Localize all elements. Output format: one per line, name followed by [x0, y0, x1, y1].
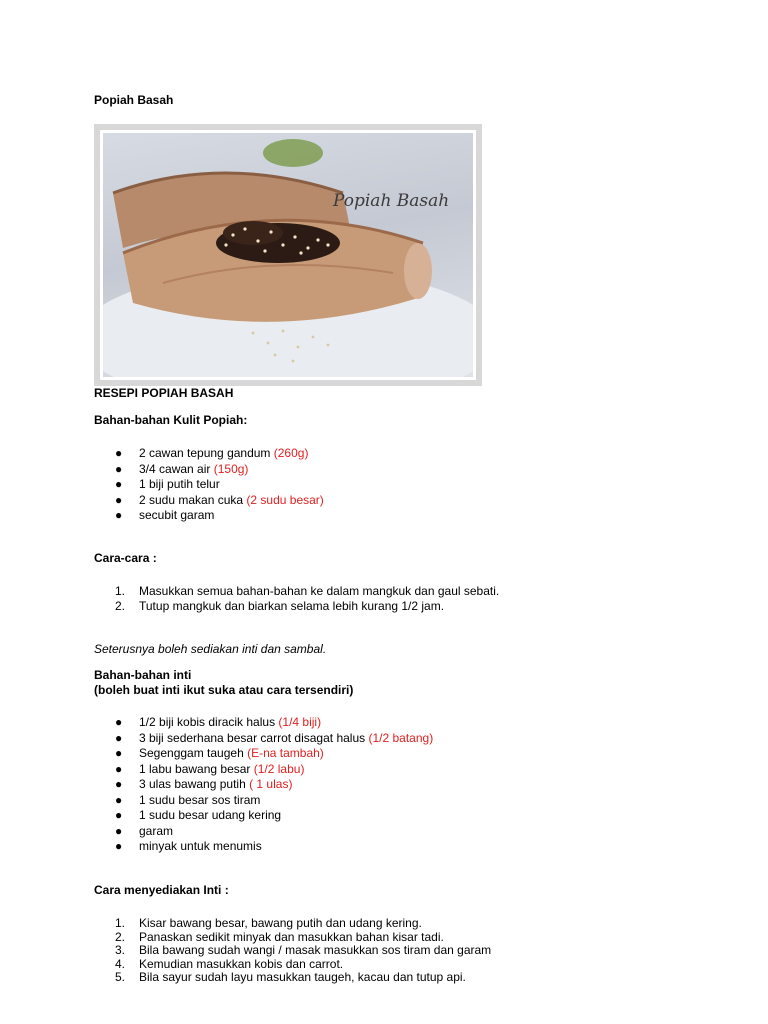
list-item [139, 777, 292, 791]
step-text: Tutup mangkuk dan biarkan selama lebih kurang 1/2 jam. [139, 599, 445, 613]
list-item [139, 839, 262, 853]
bullet-marker: ● [115, 715, 123, 729]
prep-heading: Cara menyediakan Inti : [94, 883, 229, 897]
bullet-marker: ● [115, 839, 123, 853]
list-item-text: 3/4 cawan air [139, 461, 214, 476]
list-item-note: (150g) [213, 461, 249, 476]
recipe-heading: RESEPI POPIAH BASAH [94, 386, 234, 400]
step-text: Panaskan sedikit minyak dan masukkan bahan kisar tadi. [139, 929, 444, 944]
list-item-text: 1 labu bawang besar [139, 761, 254, 776]
list-item [139, 793, 260, 807]
bullet-marker: ● [115, 446, 123, 460]
bullet-marker: ● [115, 808, 123, 822]
step-text: Masukkan semua bahan-bahan ke dalam mangkuk dan gaul sebati. [139, 584, 500, 598]
note-text: Seterusnya boleh sediakan inti dan sambal. [94, 642, 327, 656]
page-title: Popiah Basah [94, 93, 174, 107]
list-item [139, 508, 214, 522]
list-item-text: 3 biji sederhana besar carrot disagat halus [139, 730, 369, 745]
popiah-illustration [103, 133, 473, 377]
list-item [139, 808, 281, 822]
list-item-text: 1 sudu besar sos tiram [139, 792, 261, 807]
list-item-note: (E-na tambah) [247, 746, 324, 760]
list-item-text: minyak untuk menumis [139, 839, 262, 853]
list-item-note: ( 1 ulas) [249, 777, 293, 791]
list-item-note: (1/2 labu) [253, 761, 305, 776]
step-number: 4. [115, 956, 126, 971]
list-item [139, 462, 248, 476]
step-number: 2. [115, 929, 126, 944]
list-item [139, 824, 173, 838]
bullet-marker: ● [115, 508, 123, 522]
step-number: 3. [115, 943, 126, 957]
list-item-text: 1/2 biji kobis diracik halus [139, 715, 279, 729]
list-item-note: (2 sudu besar) [246, 492, 324, 507]
list-item [139, 715, 321, 729]
bullet-marker: ● [115, 746, 123, 760]
step-number: 5. [115, 970, 126, 984]
filling-heading: Bahan-bahan inti [94, 668, 192, 682]
list-item-text: Segenggam taugeh [139, 746, 248, 760]
bullet-marker: ● [115, 461, 123, 476]
step-text: Kemudian masukkan kobis dan carrot. [139, 956, 344, 971]
list-item [139, 477, 220, 491]
list-item [139, 731, 433, 745]
bullet-marker: ● [115, 492, 123, 507]
list-item-note: (260g) [273, 446, 309, 460]
step-number: 2. [115, 599, 126, 613]
bullet-marker: ● [115, 761, 123, 776]
list-item-text: 2 cawan tepung gandum [139, 446, 274, 460]
list-item-text: garam [139, 823, 174, 838]
step-number: 1. [115, 916, 126, 930]
list-item-note: (1/2 batang) [368, 730, 434, 745]
bullet-marker: ● [115, 777, 123, 791]
list-item-text: 3 ulas bawang putih [139, 777, 250, 791]
bullet-marker: ● [115, 823, 123, 838]
list-item [139, 746, 324, 760]
step-text: Bila bawang sudah wangi / masak masukkan sos tiram dan garam [139, 943, 492, 957]
list-item-text: secubit garam [139, 508, 215, 522]
photo-watermark: Popiah Basah [333, 191, 450, 211]
bullet-marker: ● [115, 730, 123, 745]
list-item [139, 446, 308, 460]
list-item-text: 1 sudu besar udang kering [139, 808, 282, 822]
step-text: Kisar bawang besar, bawang putih dan udang kering. [139, 916, 422, 930]
recipe-photo [94, 124, 482, 386]
step-number: 1. [115, 584, 126, 598]
list-item [139, 762, 304, 776]
list-item-text: 1 biji putih telur [139, 477, 220, 491]
skin-heading: Bahan-bahan Kulit Popiah: [94, 413, 248, 427]
method-heading: Cara-cara : [94, 551, 157, 565]
list-item-text: 2 sudu makan cuka [139, 492, 247, 507]
list-item [139, 493, 324, 507]
filling-subheading: (boleh buat inti ikut suka atau cara tersendiri) [94, 683, 354, 697]
popiah-image [103, 133, 473, 377]
bullet-marker: ● [115, 792, 123, 807]
step-text: Bila sayur sudah layu masukkan taugeh, kacau dan tutup api. [139, 970, 466, 984]
list-item-note: (1/4 biji) [278, 715, 322, 729]
bullet-marker: ● [115, 477, 123, 491]
